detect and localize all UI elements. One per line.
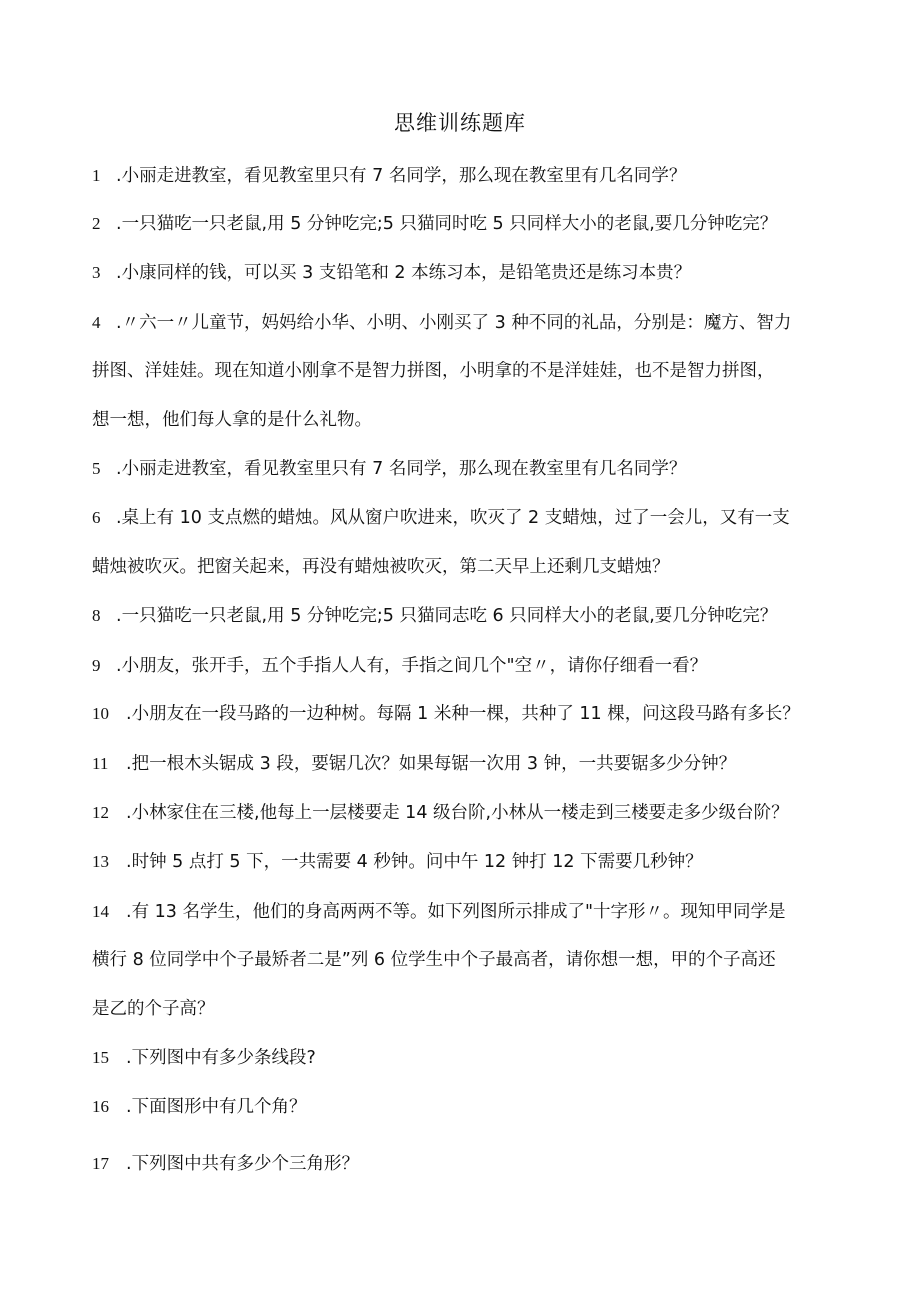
question-5 [92, 455, 686, 483]
question-text: .一只猫吃一只老鼠,用 5 分钟吃完;5 只猫同志吃 6 只同样大小的老鼠,要几分钟吃完？ [116, 606, 778, 626]
question-10 [92, 700, 800, 728]
question-4-line-2: 拼图、洋娃娃。现在知道小刚拿不是智力拼图，小明拿的不是洋娃娃，也不是智力拼图， [92, 361, 775, 381]
page-title: 思维训练题库 [394, 111, 526, 135]
question-number: 11 [92, 754, 109, 773]
question-number: 8 [92, 606, 101, 625]
question-17 [92, 1150, 359, 1178]
question-14-line-3: 是乙的个子高？ [92, 999, 215, 1019]
question-number: 15 [92, 1048, 109, 1067]
question-number: 5 [92, 459, 101, 478]
question-1 [92, 162, 686, 190]
question-text: .小丽走进教室，看见教室里只有 7 名同学，那么现在教室里有几名同学？ [116, 166, 687, 186]
question-text: .有 13 名学生，他们的身高两两不等。如下列图所示排成了"十字形〃。现知甲同学是 [126, 902, 786, 922]
question-text: .〃六一〃儿童节，妈妈给小华、小明、小刚买了 3 种不同的礼品，分别是：魔方、智力 [116, 313, 792, 333]
question-11 [92, 750, 736, 778]
question-6 [92, 504, 790, 532]
question-14 [92, 898, 786, 926]
question-number: 13 [92, 852, 109, 871]
question-text: .下列图中共有多少个三角形？ [126, 1154, 360, 1174]
question-number: 1 [92, 166, 101, 185]
question-number: 14 [92, 902, 109, 921]
question-3 [92, 259, 691, 287]
question-number: 9 [92, 656, 101, 675]
question-number: 3 [92, 263, 101, 282]
question-16 [92, 1093, 307, 1121]
question-text: .桌上有 10 支点燃的蜡烛。风从窗户吹进来，吹灭了 2 支蜡烛，过了一会儿，又有一支 [116, 508, 790, 528]
question-number: 10 [92, 704, 109, 723]
question-15 [92, 1044, 316, 1072]
question-text: .时钟 5 点打 5 下，一共需要 4 秒钟。问中午 12 钟打 12 下需要几秒钟？ [126, 852, 703, 872]
question-text: .小康同样的钱，可以买 3 支铅笔和 2 本练习本，是铅笔贵还是练习本贵？ [116, 263, 692, 283]
question-number: 6 [92, 508, 101, 527]
question-13 [92, 848, 703, 876]
question-9 [92, 652, 707, 680]
question-text: .小朋友在一段马路的一边种树。每隔 1 米种一棵，共种了 11 棵，问这段马路有多长？ [126, 704, 800, 724]
question-number: 17 [92, 1154, 109, 1173]
question-2 [92, 210, 777, 238]
question-8 [92, 602, 777, 630]
question-text: .一只猫吃一只老鼠,用 5 分钟吃完;5 只猫同时吃 5 只同样大小的老鼠,要几分钟吃完？ [116, 214, 778, 234]
question-text: .把一根木头锯成 3 段，要锯几次？如果每锯一次用 3 钟，一共要锯多少分钟？ [126, 754, 737, 774]
question-text: .小朋友，张开手，五个手指人人有，手指之间几个"空〃，请你仔细看一看？ [116, 656, 708, 676]
question-6-line-2: 蜡烛被吹灭。把窗关起来，再没有蜡烛被吹灭，第二天早上还剩几支蜡烛？ [92, 557, 670, 577]
question-text: .下列图中有多少条线段? [126, 1048, 316, 1068]
question-text: .小丽走进教室，看见教室里只有 7 名同学，那么现在教室里有几名同学？ [116, 459, 687, 479]
question-number: 2 [92, 214, 101, 233]
question-number: 12 [92, 803, 109, 822]
question-12 [92, 799, 789, 827]
question-text: .小林家住在三楼,他每上一层楼要走 14 级台阶,小林从一楼走到三楼要走多少级台阶？ [126, 803, 789, 823]
question-text: .下面图形中有几个角？ [126, 1097, 307, 1117]
question-number: 16 [92, 1097, 109, 1116]
question-4-line-3: 想一想，他们每人拿的是什么礼物。 [92, 410, 372, 430]
question-4 [92, 309, 791, 337]
question-14-line-2: 横行 8 位同学中个子最矫者二是”列 6 位学生中个子最高者，请你想一想，甲的个子高还 [92, 950, 776, 970]
question-number: 4 [92, 313, 101, 332]
